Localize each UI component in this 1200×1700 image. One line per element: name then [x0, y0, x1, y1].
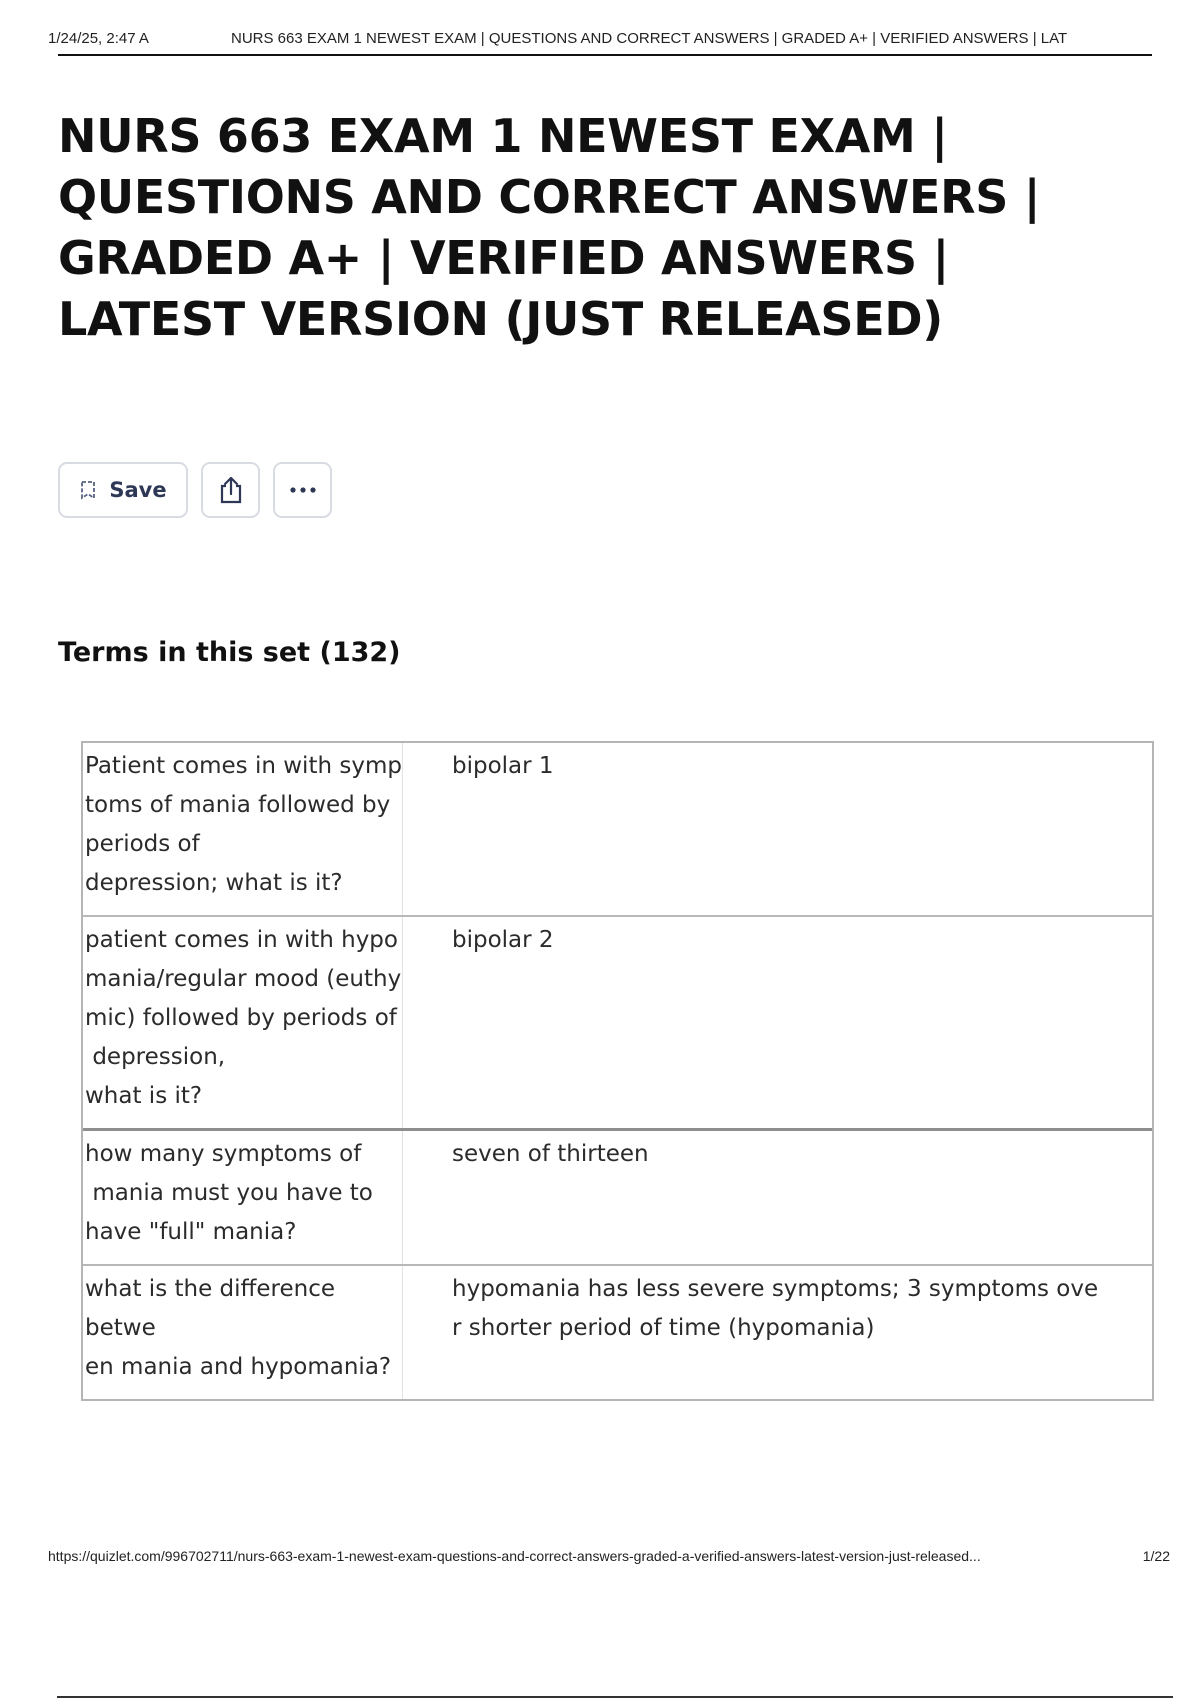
page-url: https://quizlet.com/996702711/nurs-663-exam-1-newest-exam-questions-and-correct-answers-graded-a-verified-answers-latest-version-just-released...	[48, 1548, 981, 1564]
term-answer: hypomania has less severe symptoms; 3 symptoms ove r shorter period of time (hypomania)	[452, 1276, 1099, 1341]
bookmark-icon	[79, 480, 97, 500]
term-row	[83, 915, 1152, 1128]
more-icon	[289, 486, 317, 494]
page-divider	[57, 1696, 1173, 1698]
print-footer	[48, 1548, 1170, 1568]
more-options-button[interactable]	[273, 462, 332, 518]
print-date: 1/24/25, 2:47 A	[48, 30, 149, 47]
share-button[interactable]	[201, 462, 260, 518]
term-question: what is the difference betwe en mania and hypomania?	[83, 1266, 403, 1399]
term-question: how many symptoms of mania must you have to have "full" mania?	[83, 1131, 403, 1264]
terms-heading: Terms in this set (132)	[58, 637, 401, 668]
term-row	[83, 1264, 1152, 1399]
page-number: 1/22	[1142, 1548, 1170, 1564]
term-row	[83, 1128, 1152, 1264]
share-icon	[217, 475, 245, 505]
term-answer: bipolar 2	[452, 927, 554, 953]
save-label: Save	[109, 478, 167, 502]
term-question: patient comes in with hypo mania/regular mood (euthy mic) followed by periods of depression, what is it?	[83, 917, 403, 1128]
action-bar	[58, 462, 332, 518]
term-answer: seven of thirteen	[452, 1141, 649, 1167]
print-title: NURS 663 EXAM 1 NEWEST EXAM | QUESTIONS AND CORRECT ANSWERS | GRADED A+ | VERIFIED ANSWERS | LAT	[231, 30, 1068, 47]
print-header	[48, 30, 1152, 56]
term-question: Patient comes in with symp toms of mania followed by periods of depression; what is it?	[83, 743, 403, 915]
term-row	[83, 743, 1152, 915]
header-divider	[58, 54, 1152, 56]
page-title: NURS 663 EXAM 1 NEWEST EXAM | QUESTIONS AND CORRECT ANSWERS | GRADED A+ | VERIFIED ANSWERS | LATEST VERSION (JUST RELEASED)	[58, 109, 1041, 346]
term-answer: bipolar 1	[452, 753, 554, 779]
terms-table	[81, 741, 1154, 1401]
save-button[interactable]	[58, 462, 188, 518]
